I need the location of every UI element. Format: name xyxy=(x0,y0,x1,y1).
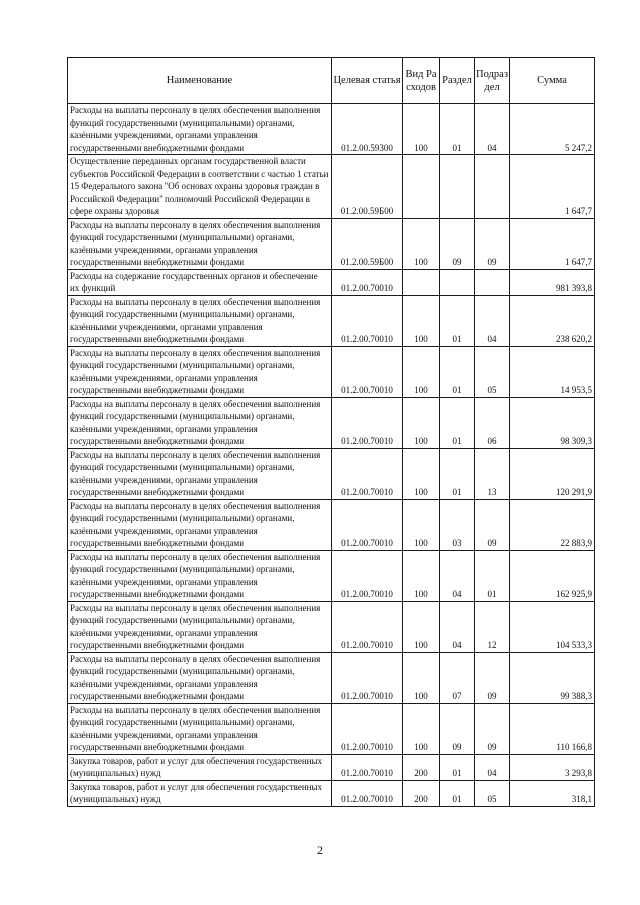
row-vid: 100 xyxy=(403,652,440,703)
row-vid: 100 xyxy=(403,499,440,550)
row-name: Осуществление переданных органам государственной власти субъектов Российской Федерации в соответствии с частью 1 статьи 15 Федерального закона "Об основах охраны здоровья граждан в Российской Федерации" полномочий Российской Федерации в сфере охраны здоровья xyxy=(68,155,332,219)
row-vid xyxy=(403,269,440,295)
row-vid: 100 xyxy=(403,104,440,155)
row-name: Расходы на выплаты персоналу в целях обеспечения выполнения функций государственными (муниципальными) органами, казёнными учреждениями, органами управления государственными внебюджетными фондами xyxy=(68,448,332,499)
row-vid: 100 xyxy=(403,346,440,397)
column-header-name: Наименование xyxy=(68,58,332,104)
row-target-code: 01.2.00.70010 xyxy=(332,601,403,652)
row-podrazdel: 09 xyxy=(475,652,510,703)
row-podrazdel: 09 xyxy=(475,218,510,269)
row-target-code: 01.2.00.70010 xyxy=(332,397,403,448)
table-row xyxy=(68,104,595,155)
row-razdel: 01 xyxy=(440,295,475,346)
column-header-podrazdel: Подраздел xyxy=(475,58,510,104)
row-podrazdel: 04 xyxy=(475,295,510,346)
row-target-code: 01.2.00.70010 xyxy=(332,754,403,780)
row-vid: 100 xyxy=(403,703,440,754)
row-vid: 100 xyxy=(403,397,440,448)
row-podrazdel: 09 xyxy=(475,703,510,754)
row-razdel: 01 xyxy=(440,448,475,499)
row-name: Расходы на выплаты персоналу в целях обеспечения выполнения функций государственными (муниципальными) органами, казёнными учреждениями, органами управления государственными внебюджетными фондами xyxy=(68,550,332,601)
row-target-code: 01.2.00.70010 xyxy=(332,703,403,754)
row-podrazdel: 05 xyxy=(475,780,510,806)
row-sum: 5 247,2 xyxy=(510,104,595,155)
table-row xyxy=(68,346,595,397)
row-name: Расходы на выплаты персоналу в целях обеспечения выполнения функций государственными (муниципальными) органами, казёнными учреждениями, органами управления государственными внебюджетными фондами xyxy=(68,397,332,448)
row-vid: 200 xyxy=(403,754,440,780)
table-row xyxy=(68,550,595,601)
row-razdel: 01 xyxy=(440,397,475,448)
row-name: Расходы на выплаты персоналу в целях обеспечения выполнения функций государственными (муниципальными) органами, казёнными учреждениями, органами управления государственными внебюджетными фондами xyxy=(68,104,332,155)
row-razdel: 04 xyxy=(440,601,475,652)
row-vid: 100 xyxy=(403,550,440,601)
row-sum: 99 388,3 xyxy=(510,652,595,703)
column-header-razdel: Раздел xyxy=(440,58,475,104)
row-name: Расходы на содержание государственных органов и обеспечение их функций xyxy=(68,269,332,295)
row-razdel: 01 xyxy=(440,754,475,780)
row-podrazdel xyxy=(475,155,510,219)
row-target-code: 01.2.00.59300 xyxy=(332,104,403,155)
row-target-code: 01.2.00.70010 xyxy=(332,346,403,397)
table-header-row xyxy=(68,58,595,104)
row-name: Расходы на выплаты персоналу в целях обеспечения выполнения функций государственными (муниципальными) органами, казёнными учреждениями, органами управления государственными внебюджетными фондами xyxy=(68,703,332,754)
row-vid: 100 xyxy=(403,218,440,269)
row-name: Расходы на выплаты персоналу в целях обеспечения выполнения функций государственными (муниципальными) органами, казёнными учреждениями, органами управления государственными внебюджетными фондами xyxy=(68,601,332,652)
row-target-code: 01.2.00.70010 xyxy=(332,780,403,806)
column-header-sum: Сумма xyxy=(510,58,595,104)
budget-table xyxy=(67,57,595,807)
row-vid xyxy=(403,155,440,219)
row-name: Расходы на выплаты персоналу в целях обеспечения выполнения функций государственными (муниципальными) органами, казёнными учреждениями, органами управления государственными внебюджетными фондами xyxy=(68,218,332,269)
row-sum: 14 953,5 xyxy=(510,346,595,397)
row-sum: 238 620,2 xyxy=(510,295,595,346)
row-name: Расходы на выплаты персоналу в целях обеспечения выполнения функций государственными (муниципальными) органами, казёнными учреждениями, органами управления государственными внебюджетными фондами xyxy=(68,652,332,703)
row-razdel: 04 xyxy=(440,550,475,601)
table-row xyxy=(68,601,595,652)
row-podrazdel: 12 xyxy=(475,601,510,652)
table-row xyxy=(68,218,595,269)
row-podrazdel: 05 xyxy=(475,346,510,397)
row-name: Закупка товаров, работ и услуг для обеспечения государственных (муниципальных) нужд xyxy=(68,754,332,780)
row-sum: 120 291,9 xyxy=(510,448,595,499)
row-name: Расходы на выплаты персоналу в целях обеспечения выполнения функций государственными (муниципальными) органами, казёнными учреждениями, органами управления государственными внебюджетными фондами xyxy=(68,499,332,550)
row-sum: 98 309,3 xyxy=(510,397,595,448)
row-target-code: 01.2.00.59Б00 xyxy=(332,218,403,269)
row-podrazdel: 04 xyxy=(475,754,510,780)
row-sum: 110 166,8 xyxy=(510,703,595,754)
column-header-vid: Вид Расходов xyxy=(403,58,440,104)
row-target-code: 01.2.00.59Б00 xyxy=(332,155,403,219)
row-vid: 200 xyxy=(403,780,440,806)
column-header-target: Целевая статья xyxy=(332,58,403,104)
row-target-code: 01.2.00.70010 xyxy=(332,652,403,703)
row-vid: 100 xyxy=(403,295,440,346)
row-sum: 1 647,7 xyxy=(510,155,595,219)
row-target-code: 01.2.00.70010 xyxy=(332,269,403,295)
row-target-code: 01.2.00.70010 xyxy=(332,499,403,550)
row-podrazdel: 13 xyxy=(475,448,510,499)
page-number: 2 xyxy=(317,843,323,857)
row-podrazdel xyxy=(475,269,510,295)
row-sum: 1 647,7 xyxy=(510,218,595,269)
row-sum: 104 533,3 xyxy=(510,601,595,652)
table-row xyxy=(68,397,595,448)
table-row xyxy=(68,448,595,499)
row-vid: 100 xyxy=(403,448,440,499)
row-razdel: 01 xyxy=(440,780,475,806)
row-sum: 162 925,9 xyxy=(510,550,595,601)
row-podrazdel: 06 xyxy=(475,397,510,448)
row-name: Расходы на выплаты персоналу в целях обеспечения выполнения функций государственными (муниципальными) органами, казённыими учреждениями, органами управления государственными внебюджетными фондами xyxy=(68,295,332,346)
table-row xyxy=(68,269,595,295)
row-vid: 100 xyxy=(403,601,440,652)
row-target-code: 01.2.00.70010 xyxy=(332,295,403,346)
table-row xyxy=(68,754,595,780)
row-razdel xyxy=(440,155,475,219)
row-razdel: 07 xyxy=(440,652,475,703)
row-razdel: 01 xyxy=(440,104,475,155)
row-razdel xyxy=(440,269,475,295)
row-target-code: 01.2.00.70010 xyxy=(332,448,403,499)
row-razdel: 03 xyxy=(440,499,475,550)
row-sum: 981 393,8 xyxy=(510,269,595,295)
row-sum: 318,1 xyxy=(510,780,595,806)
row-podrazdel: 09 xyxy=(475,499,510,550)
table-row xyxy=(68,499,595,550)
row-sum: 3 293,8 xyxy=(510,754,595,780)
table-row xyxy=(68,155,595,219)
table-row xyxy=(68,652,595,703)
row-razdel: 01 xyxy=(440,346,475,397)
table-row xyxy=(68,703,595,754)
row-razdel: 09 xyxy=(440,218,475,269)
row-target-code: 01.2.00.70010 xyxy=(332,550,403,601)
table-row xyxy=(68,295,595,346)
row-podrazdel: 04 xyxy=(475,104,510,155)
row-sum: 22 883,9 xyxy=(510,499,595,550)
table-row xyxy=(68,780,595,806)
row-name: Расходы на выплаты персоналу в целях обеспечения выполнения функций государственными (муниципальными) органами, казёнными учреждениями, органами управления государственными внебюджетными фондами xyxy=(68,346,332,397)
row-razdel: 09 xyxy=(440,703,475,754)
row-podrazdel: 01 xyxy=(475,550,510,601)
row-name: Закупка товаров, работ и услуг для обеспечения государственных (муниципальных) нужд xyxy=(68,780,332,806)
